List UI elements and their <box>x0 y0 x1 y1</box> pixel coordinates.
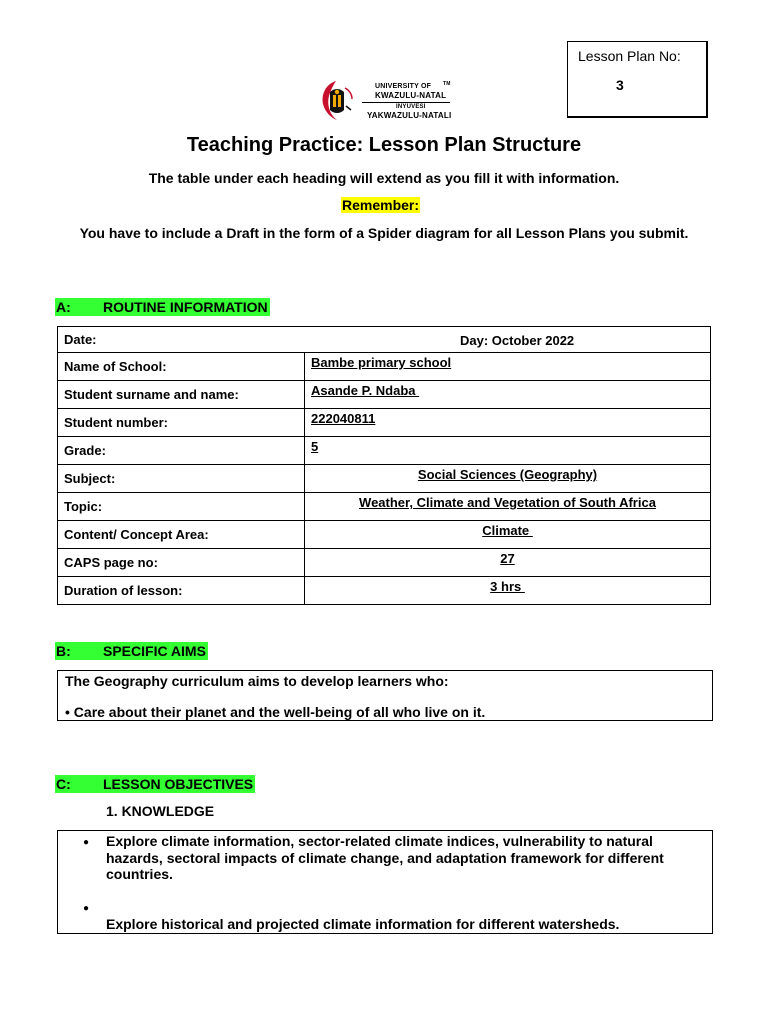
table-row <box>58 577 711 605</box>
section-b-letter: B: <box>56 643 71 659</box>
table-row <box>58 493 711 521</box>
objective-item-1: Explore climate information, sector-related climate indices, vulnerability to natural hazards, sectoral impacts of climate change, and adaptation framework for different countries. <box>106 833 664 882</box>
aims-bullet: • Care about their planet and the well-being of all who live on it. <box>65 704 486 720</box>
content-area-value: Climate <box>482 523 533 538</box>
row-label: Subject: <box>58 465 305 493</box>
date-cell <box>58 327 711 353</box>
logo-trademark: TM <box>443 81 451 87</box>
aims-intro: The Geography curriculum aims to develop learners who: <box>65 673 449 689</box>
section-c-title: LESSON OBJECTIVES <box>103 776 254 792</box>
topic-value: Weather, Climate and Vegetation of South Africa <box>359 495 656 510</box>
table-row <box>58 465 711 493</box>
table-row <box>58 381 711 409</box>
logo-line-2: KWAZULU-NATAL <box>375 91 447 100</box>
row-value-cell <box>305 353 711 381</box>
table-row <box>58 437 711 465</box>
section-a-title: ROUTINE INFORMATION <box>103 299 268 315</box>
row-label: Name of School: <box>58 353 305 381</box>
instruction-text: You have to include a Draft in the form of a Spider diagram for all Lesson Plans you submit. <box>79 225 689 241</box>
logo-line-1: UNIVERSITY OF <box>375 83 432 90</box>
grade-value: 5 <box>311 439 319 454</box>
specific-aims-box <box>57 670 713 721</box>
row-value-cell <box>305 577 711 605</box>
section-c-heading <box>55 775 255 793</box>
table-row <box>58 521 711 549</box>
row-label: Duration of lesson: <box>58 577 305 605</box>
university-crest-icon <box>318 78 356 122</box>
lesson-plan-number: 3 <box>616 77 624 93</box>
row-value-cell <box>305 437 711 465</box>
section-c-letter: C: <box>56 776 71 792</box>
day-value: Day: October 2022 <box>460 333 575 348</box>
row-value-cell <box>305 493 711 521</box>
lesson-plan-box <box>567 41 708 118</box>
duration-value: 3 hrs <box>490 579 525 594</box>
subject-value: Social Sciences (Geography) <box>417 467 598 482</box>
date-label: Date: <box>64 332 97 347</box>
table-row <box>58 327 711 353</box>
row-label: Student number: <box>58 409 305 437</box>
logo-line-4: YAKWAZULU-NATALI <box>367 111 452 120</box>
table-row <box>58 353 711 381</box>
intro-text: The table under each heading will extend as you fill it with information. <box>148 170 620 186</box>
section-b-title: SPECIFIC AIMS <box>103 643 206 659</box>
objectives-box <box>57 830 713 934</box>
university-logo <box>318 78 453 122</box>
remember-label: Remember: <box>342 197 420 213</box>
school-name-value: Bambe primary school <box>311 355 452 370</box>
student-number-value: 222040811 <box>311 411 376 426</box>
row-value-cell <box>305 549 711 577</box>
row-label: Student surname and name: <box>58 381 305 409</box>
row-label: Topic: <box>58 493 305 521</box>
caps-page-value: 27 <box>500 551 515 566</box>
row-label: CAPS page no: <box>58 549 305 577</box>
page-title: Teaching Practice: Lesson Plan Structure <box>186 134 582 156</box>
objective-item-2: Explore historical and projected climate information for different watersheds. <box>106 916 620 932</box>
row-label: Content/ Concept Area: <box>58 521 305 549</box>
table-row <box>58 549 711 577</box>
student-name-value: Asande P. Ndaba <box>311 383 420 398</box>
row-label: Grade: <box>58 437 305 465</box>
logo-divider <box>362 102 450 103</box>
row-value-cell <box>305 381 711 409</box>
row-value-cell <box>305 409 711 437</box>
lesson-plan-label: Lesson Plan No: <box>578 48 681 64</box>
bullet-icon: ● <box>83 903 90 914</box>
row-value-cell <box>305 465 711 493</box>
routine-info-table <box>57 326 711 605</box>
knowledge-heading: 1. KNOWLEDGE <box>106 803 215 819</box>
section-b-heading <box>55 642 208 660</box>
section-a-letter: A: <box>56 299 71 315</box>
row-value-cell <box>305 521 711 549</box>
bullet-icon: ● <box>83 837 90 848</box>
table-row <box>58 409 711 437</box>
section-a-heading <box>55 298 270 316</box>
logo-line-3: INYUVESI <box>396 104 426 110</box>
